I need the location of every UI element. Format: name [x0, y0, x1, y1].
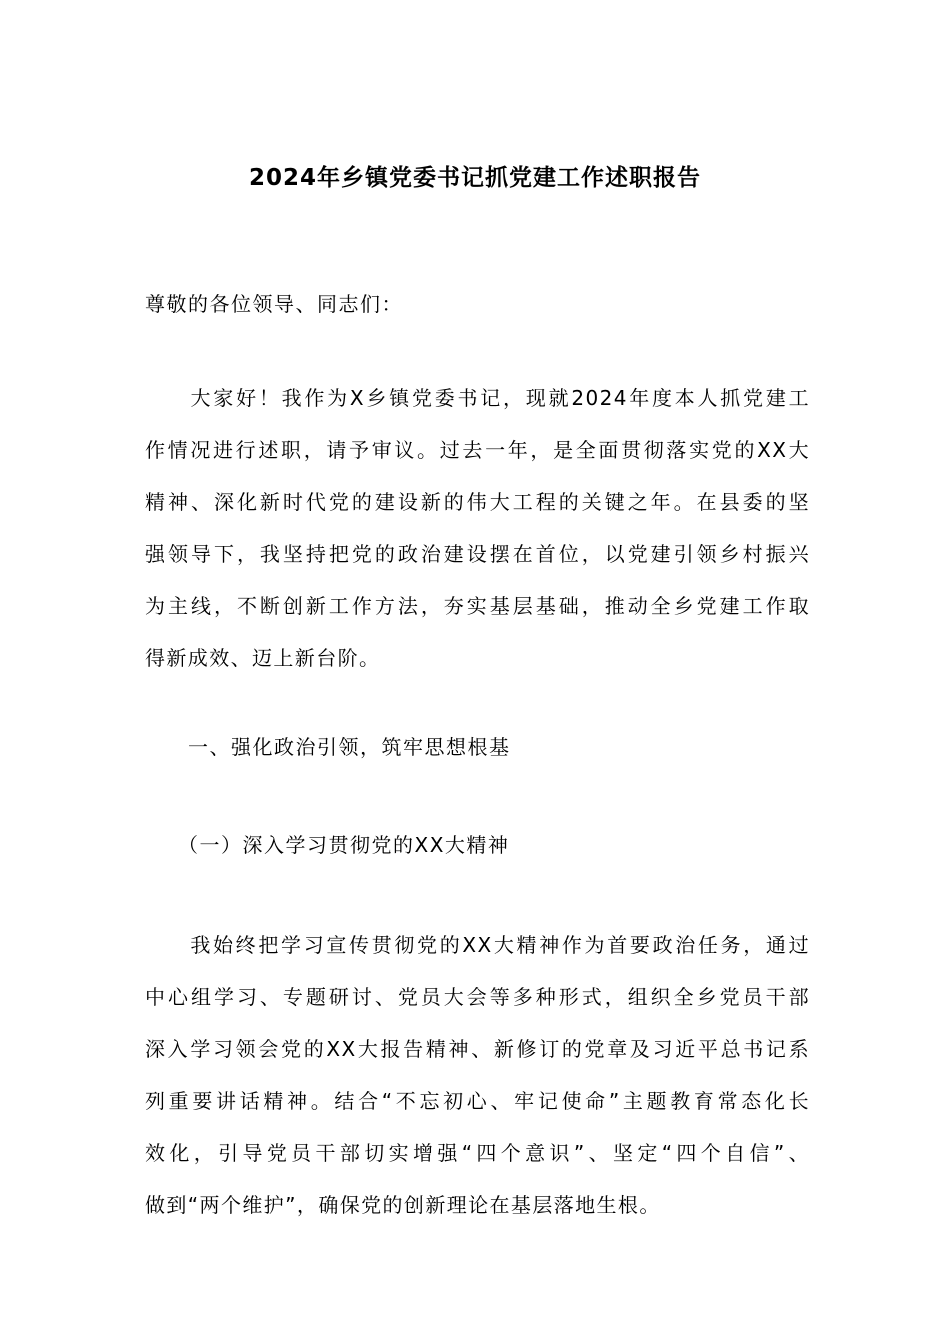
body-line: 中心组学习、专题研讨、党员大会等多种形式，组织全乡党员干部	[145, 985, 810, 1009]
salutation: 尊敬的各位领导、同志们：	[145, 292, 403, 316]
intro-line: 为主线，不断创新工作方法，夯实基层基础，推动全乡党建工作取	[145, 594, 810, 618]
body-paragraph	[145, 919, 810, 1231]
intro-line: 大家好！我作为X乡镇党委书记，现就2024年度本人抓党建工	[145, 386, 810, 410]
body-line: 我始终把学习宣传贯彻党的XX大精神作为首要政治任务，通过	[145, 933, 810, 957]
intro-line: 精神、深化新时代党的建设新的伟大工程的关键之年。在县委的坚	[145, 490, 810, 514]
intro-paragraph	[145, 372, 810, 684]
section-heading: 一、强化政治引领，筑牢思想根基	[145, 735, 511, 759]
intro-line: 得新成效、迈上新台阶。	[145, 646, 381, 670]
body-line: 列重要讲话精神。结合“不忘初心、牢记使命”主题教育常态化长	[145, 1089, 810, 1113]
body-line: 效化，引导党员干部切实增强“四个意识”、坚定“四个自信”、	[145, 1141, 810, 1165]
intro-line: 强领导下，我坚持把党的政治建设摆在首位，以党建引领乡村振兴	[145, 542, 810, 566]
document-title: 2024年乡镇党委书记抓党建工作述职报告	[248, 165, 701, 191]
body-line: 做到“两个维护”，确保党的创新理论在基层落地生根。	[145, 1193, 661, 1217]
intro-line: 作情况进行述职，请予审议。过去一年，是全面贯彻落实党的XX大	[145, 438, 810, 462]
subsection-heading: （一）深入学习贯彻党的XX大精神	[145, 833, 510, 857]
body-line: 深入学习领会党的XX大报告精神、新修订的党章及习近平总书记系	[145, 1037, 810, 1061]
